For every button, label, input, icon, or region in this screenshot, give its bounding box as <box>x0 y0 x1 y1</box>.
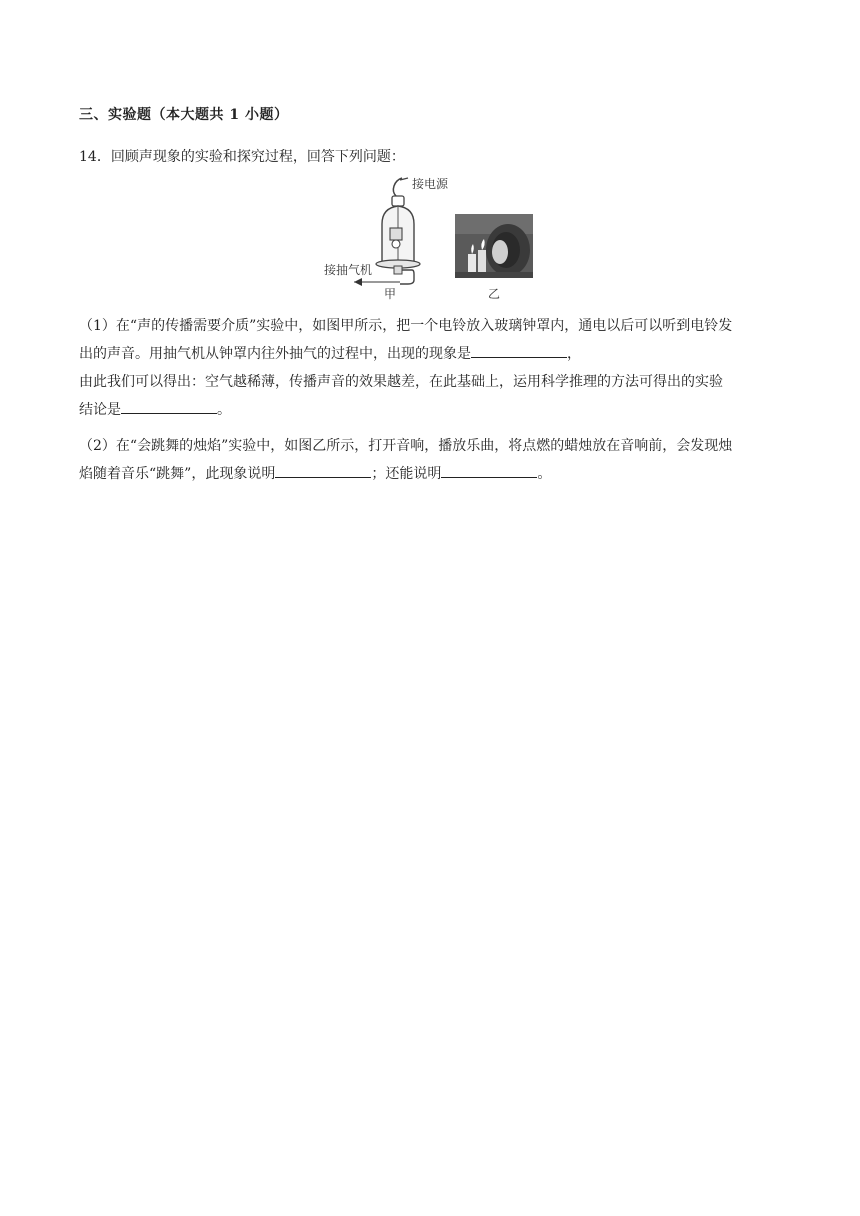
part1-line1: （1）在“声的传播需要介质”实验中，如图甲所示，把一个电铃放入玻璃钟罩内，通电以后可以听到电铃发 <box>79 318 733 334</box>
part1-line4 <box>79 396 779 424</box>
part1-line2 <box>79 340 779 368</box>
answer-blank-1[interactable] <box>471 343 567 358</box>
label-pump: 接抽气机 <box>324 263 373 277</box>
answer-blank-4[interactable] <box>441 463 537 478</box>
part2-line2-mid: ；还能说明 <box>371 466 442 482</box>
figure-svg <box>320 170 550 304</box>
answer-blank-2[interactable] <box>121 399 217 414</box>
part1-line2-post: ， <box>567 346 581 362</box>
part1-line2-pre: 出的声音。用抽气机从钟罩内往外抽气的过程中，出现的现象是 <box>79 346 471 362</box>
caption-b: 乙 <box>488 287 501 301</box>
part1-line4-post: 。 <box>217 402 231 418</box>
part2-line2-post: 。 <box>537 466 552 482</box>
label-power: 接电源 <box>412 177 449 191</box>
question-stem: 14．回顾声现象的实验和探究过程，回答下列问题： <box>79 149 405 165</box>
caption-a: 甲 <box>384 287 397 301</box>
experiment-figure <box>320 170 550 304</box>
part1-line4-pre: 结论是 <box>79 402 121 418</box>
part2-line1: （2）在“会跳舞的烛焰”实验中，如图乙所示，打开音响，播放乐曲，将点燃的蜡烛放在音响前，会发现烛 <box>79 438 733 454</box>
part2-line2 <box>79 460 779 488</box>
part1-line3: 由此我们可以得出：空气越稀薄，传播声音的效果越差，在此基础上，运用科学推理的方法可得出的实验 <box>79 374 723 390</box>
section-title: 三、实验题（本大题共 1 小题） <box>79 107 289 123</box>
speaker-candle-photo <box>455 214 533 278</box>
answer-blank-3[interactable] <box>275 463 371 478</box>
part2-line2-pre: 焰随着音乐“跳舞”，此现象说明 <box>79 466 276 482</box>
